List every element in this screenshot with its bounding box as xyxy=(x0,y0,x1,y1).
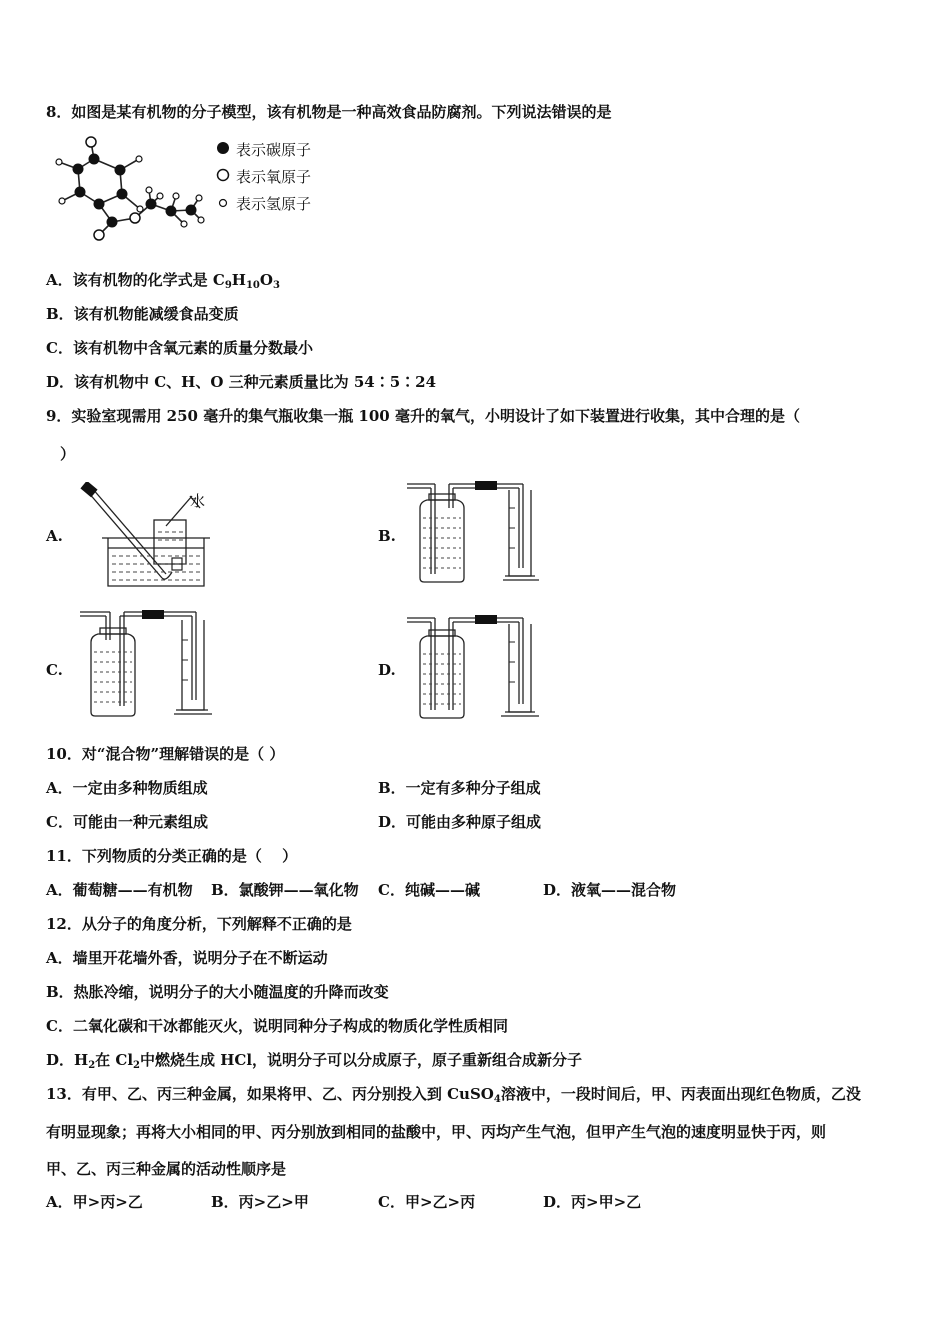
q8-stem: 8．如图是某有机物的分子模型，该有机物是一种高效食品防腐剂。下列说法错误的是 xyxy=(46,103,612,121)
legend-hydrogen-label: 表示氢原子 xyxy=(236,195,312,213)
legend-carbon-icon xyxy=(216,141,230,155)
q10-option-d: D．可能由多种原子组成 xyxy=(378,813,542,831)
q8-option-a: A．该有机物的化学式是 $C_9H_{10}O_3$ xyxy=(46,271,280,291)
q13-option-a: A．甲>丙>乙 xyxy=(46,1193,143,1211)
q10-option-b: B．一定有多种分子组成 xyxy=(378,779,541,797)
q12-stem: 12．从分子的角度分析，下列解释不正确的是 xyxy=(46,915,352,933)
q11-stem: 11．下列物质的分类正确的是（ ） xyxy=(46,847,298,865)
q12-option-d: D．$H_2$在 $Cl_2$中燃烧生成 HCl，说明分子可以分成原子，原子重新组合成新分子 xyxy=(46,1051,583,1071)
q8-option-d: D．该有机物中 C、H、O 三种元素质量比为 54∶5∶24 xyxy=(46,373,437,391)
q12-option-b: B．热胀冷缩，说明分子的大小随温度的升降而改变 xyxy=(46,983,389,1001)
q10-option-a: A．一定由多种物质组成 xyxy=(46,779,208,797)
apparatus-d-bottle-cylinder xyxy=(405,612,550,722)
legend-carbon-label: 表示碳原子 xyxy=(236,141,312,159)
legend-hydrogen-icon xyxy=(216,196,230,210)
q13-stem-line1: 13．有甲、乙、丙三种金属，如果将甲、乙、丙分别投入到 CuSO$_4$溶液中，一段时间后，甲、丙表面出现红色物质，乙没 xyxy=(46,1085,861,1105)
legend-oxygen-icon xyxy=(216,168,230,182)
apparatus-b-bottle-cylinder xyxy=(405,478,550,586)
apparatus-c-bottle-cylinder xyxy=(76,610,221,720)
q12-option-c: C．二氧化碳和干冰都能灭火，说明同种分子构成的物质化学性质相同 xyxy=(46,1017,508,1035)
q10-option-c: C．可能由一种元素组成 xyxy=(46,813,208,831)
q9-label-c: C. xyxy=(46,661,63,679)
q10-stem: 10．对“混合物”理解错误的是（ ） xyxy=(46,745,285,763)
q13-stem-line3: 甲、乙、丙三种金属的活动性顺序是 xyxy=(46,1160,287,1178)
q13-option-d: D．丙>甲>乙 xyxy=(543,1193,642,1211)
q9-stem: 9．实验室现需用 250 毫升的集气瓶收集一瓶 100 毫升的氧气，小明设计了如下装置进行收集，其中合理的是（ xyxy=(46,407,800,425)
legend-oxygen-label: 表示氧原子 xyxy=(236,168,312,186)
q9-label-b: B. xyxy=(378,527,396,545)
q11-option-a: A．葡萄糖——有机物 xyxy=(46,881,193,899)
q9-label-d: D. xyxy=(378,661,396,679)
q12-option-a: A．墙里开花墙外香，说明分子在不断运动 xyxy=(46,949,328,967)
q9-stem-close: ） xyxy=(60,445,76,463)
q11-option-d: D．液氧——混合物 xyxy=(543,881,677,899)
q13-option-c: C．甲>乙>丙 xyxy=(378,1193,476,1211)
q8-option-c: C．该有机物中含氧元素的质量分数最小 xyxy=(46,339,313,357)
q11-option-c: C．纯碱——碱 xyxy=(378,881,480,899)
q9-label-a: A. xyxy=(46,527,63,545)
q8-option-b: B．该有机物能减缓食品变质 xyxy=(46,305,239,323)
q11-option-b: B．氯酸钾——氧化物 xyxy=(211,881,359,899)
molecule-model-figure xyxy=(44,132,214,247)
q13-option-b: B．丙>乙>甲 xyxy=(211,1193,309,1211)
water-label: 水 xyxy=(190,492,206,510)
q13-stem-line2: 有明显现象；再将大小相同的甲、丙分别放到相同的盐酸中，甲、丙均产生气泡，但甲产生气泡的速度明显快于丙，则 xyxy=(46,1123,827,1141)
